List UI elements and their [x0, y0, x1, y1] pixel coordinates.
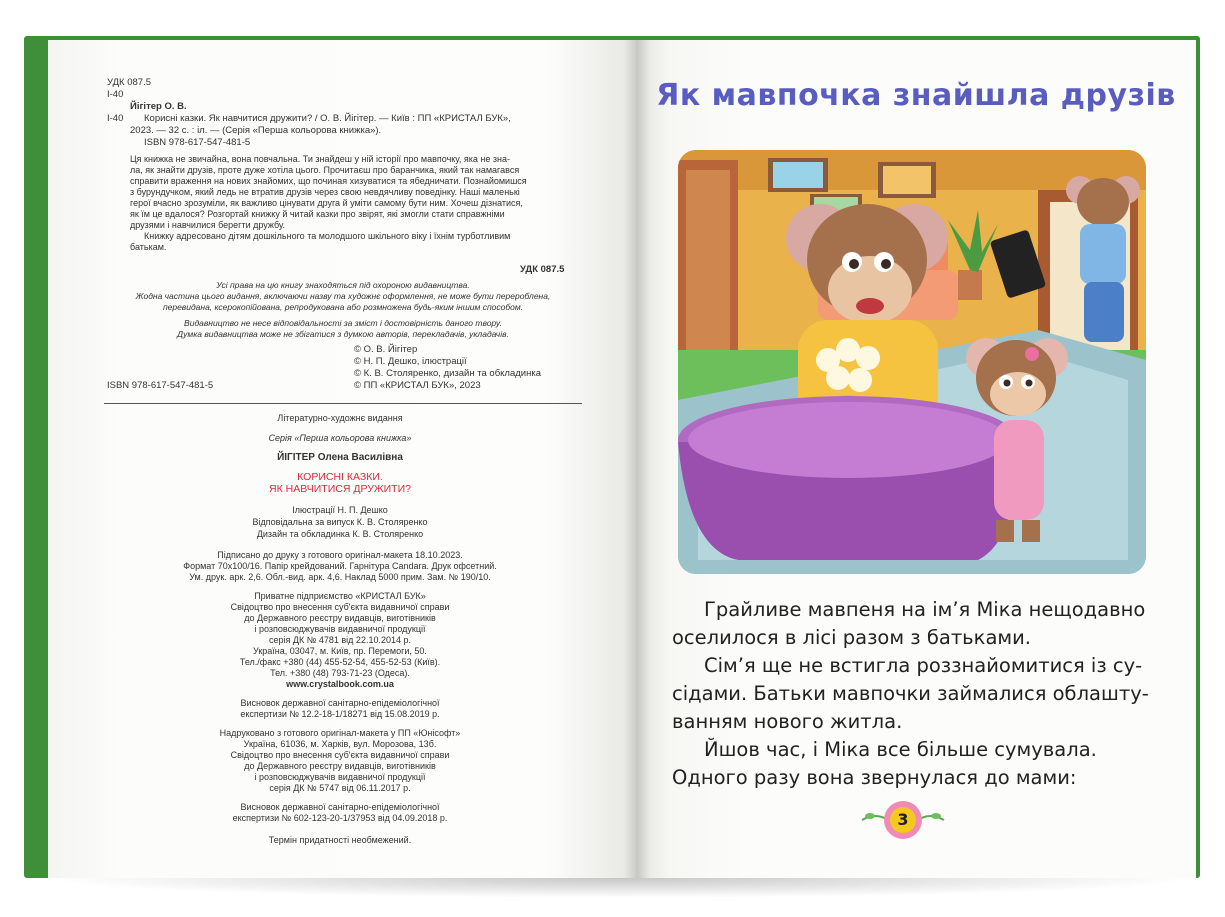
imprint-series: Серія «Перша кольорова книжка»: [268, 433, 412, 443]
print-spec-line: Ум. друк. арк. 2,6. Обл.-вид. арк. 4,6. Наклад 5000 прим. Зам. № 190/10.: [189, 572, 491, 582]
printer-line: і розповсюджувачів видавничої продукції: [254, 772, 426, 782]
credit-line: Дизайн та обкладинка К. В. Столяренко: [256, 529, 424, 539]
story-line: сідами. Батьки мавпочки займалися облашту-: [672, 682, 1149, 705]
credit-line: Відповідальна за випуск К. В. Столяренко: [252, 517, 428, 527]
annotation-line: Ця книжка не звичайна, вона повчальна. Ти знайдеш у ній історії про мавпочку, яка не зна-: [130, 154, 510, 164]
printer-line: до Державного реєстру видавців, виготівників: [244, 761, 436, 771]
rights-line: Усі права на цю книгу знаходяться під охороною видавництва.: [216, 280, 470, 290]
disclaimer-line: Думка видавництва може не збігатися з думкою авторів, перекладачів, укладачів.: [177, 329, 509, 339]
imprint-title-line2: ЯК НАВЧИТИСЯ ДРУЖИТИ?: [269, 483, 411, 495]
story-title: Як мавпочка знайшла друзів: [656, 78, 1176, 113]
annotation-line: батькам.: [130, 242, 167, 252]
annotation-line: справити враження на нових знайомих, що починая хизуватися та ябедничати. Познайомишся: [130, 176, 527, 186]
story-line: оселилося в лісі разом з батьками.: [672, 626, 1031, 649]
print-spec-line: Формат 70х100/16. Папір крейдований. Гарнітура Candara. Друк офсетний.: [183, 561, 497, 571]
story-line: Сім’я ще не встигла роззнайомитися із су-: [704, 654, 1143, 677]
rights-line: перевидана, ксерокопійована, репродукована або розмножена будь-яким іншим способом.: [162, 302, 524, 312]
annotation-line: Книжку адресовано дітям дошкільного та молодшого шкільного віку і їхнім турботливим: [144, 231, 511, 241]
publisher-line: Приватне підприємство «КРИСТАЛ БУК»: [254, 591, 426, 601]
isbn-bottom: ISBN 978-617-547-481-5: [107, 380, 214, 391]
udk-right: УДК 087.5: [520, 264, 565, 275]
copyright-line: © ПП «КРИСТАЛ БУК», 2023: [354, 380, 481, 391]
story-line: Йшов час, і Міка все більше сумувала.: [704, 738, 1097, 761]
disclaimer-line: Видавництво не несе відповідальності за зміст і достовірність даного твору.: [184, 318, 502, 328]
illustration-svg: [678, 150, 1146, 574]
imprint-author: ЙІГІТЕР Олена Василівна: [277, 452, 403, 463]
publisher-line: серія ДК № 4781 від 22.10.2014 р.: [269, 635, 411, 645]
printer-line: Свідоцтво про внесення суб'єкта видавничої справи: [230, 750, 450, 760]
story-illustration: [678, 150, 1146, 574]
author-heading: Йігітер О. В.: [130, 101, 187, 112]
imprint-genre: Літературно-художнє видання: [277, 413, 403, 423]
sanitary-line: Висновок державної санітарно-епідеміологічної: [240, 802, 440, 812]
printer-line: Україна, 61036, м. Харків, вул. Морозова, 13б.: [243, 739, 437, 749]
credit-line: Ілюстрації Н. П. Дешко: [292, 505, 388, 515]
publisher-line: Свідоцтво про внесення суб'єкта видавничої справи: [230, 602, 450, 612]
annotation-line: як їм це вдалося? Розгортай книжку й читай казки про звірят, які змогли стати справжніми: [130, 209, 505, 219]
imprint-title-line1: КОРИСНІ КАЗКИ.: [297, 471, 383, 483]
publisher-line: Тел. +380 (48) 793-71-23 (Одеса).: [270, 668, 410, 678]
annotation-line: герої вчасно зрозуміли, як важливо цінувати друга й уміти самому бути ним. Хочеш дізнатися,: [130, 198, 523, 208]
annotation-line: з бурундучком, який ледь не втратив друзів через свою невдячливу поведінку. Наші маленькі: [130, 187, 520, 197]
copyright-line: © К. В. Столяренко, дизайн та обкладинка: [354, 368, 541, 379]
page-number: 3: [897, 810, 909, 829]
publisher-line: Тел./факс +380 (44) 455-52-54, 455-52-53 (Київ).: [239, 657, 441, 667]
bib-line-2: 2023. — 32 с. : іл. — (Серія «Перша кольорова книжка»).: [130, 125, 382, 136]
book-gutter: [624, 40, 650, 878]
sanitary-line: експертизи № 12.2-18-1/18271 від 15.08.2019 р.: [240, 709, 440, 719]
divider-rule: [104, 403, 582, 404]
udk-code: УДК 087.5: [107, 77, 151, 88]
sanitary-line: Висновок державної санітарно-епідеміологічної: [240, 698, 440, 708]
publisher-line: до Державного реєстру видавців, виготівників: [244, 613, 436, 623]
story-line: Грайливе мавпеня на ім’я Міка нещодавно: [704, 598, 1146, 621]
annotation-line: друзями і навчилися берегти дружбу.: [130, 220, 286, 230]
printer-line: серія ДК № 5747 від 06.11.2017 р.: [269, 783, 411, 793]
publisher-website: www.crystalbook.com.ua: [286, 679, 394, 689]
copyright-line: © Н. П. Дешко, ілюстрації: [354, 356, 467, 367]
publisher-line: і розповсюджувачів видавничої продукції: [254, 624, 426, 634]
page-number-ornament: [858, 800, 948, 840]
publisher-line: Україна, 03047, м. Київ, пр. Перемоги, 50.: [253, 646, 427, 656]
annotation-line: ла, як знайти друзів, проте дуже хотіла цього. Прочитаєш про баранчика, який так намагався: [130, 165, 520, 175]
printer-line: Надруковано з готового оригінал-макета у ПП «Юнісофт»: [219, 728, 461, 738]
shelf-life: Термін придатності необмежений.: [268, 835, 412, 845]
index-side: І-40: [107, 113, 124, 124]
copyright-line: © О. В. Йігітер: [354, 344, 418, 355]
isbn-top: ISBN 978-617-547-481-5: [144, 137, 251, 148]
rights-line: Жодна частина цього видання, включаючи назву та художнє оформлення, не може бути перероблена,: [135, 291, 551, 301]
story-line: Одного разу вона звернулася до мами:: [672, 766, 1077, 789]
bib-line-1: Корисні казки. Як навчитися дружити? / О. В. Йігітер. — Київ : ПП «КРИСТАЛ БУК»,: [144, 113, 511, 124]
print-spec-line: Підписано до друку з готового оригінал-макета 18.10.2023.: [217, 550, 463, 560]
sanitary-line: експертизи № 602-123-20-1/37953 від 04.09.2018 р.: [232, 813, 448, 823]
index-top: І-40: [107, 89, 124, 100]
story-line: ванням нового житла.: [672, 710, 903, 733]
